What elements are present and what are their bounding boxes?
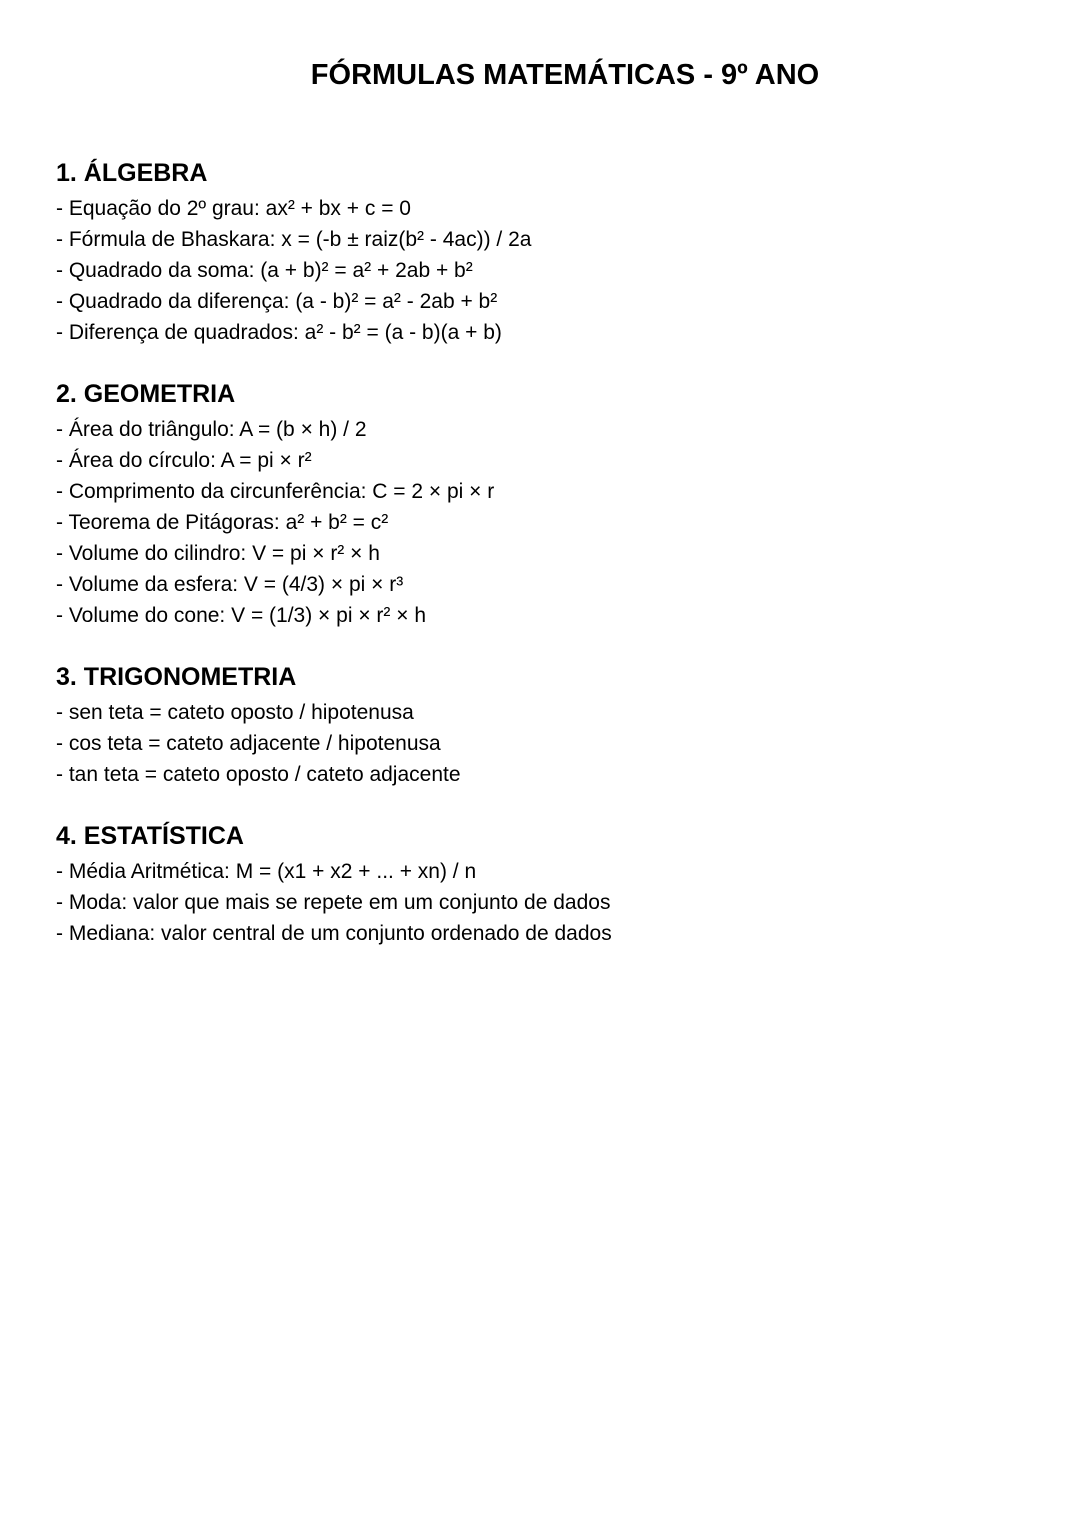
formula-item: - Fórmula de Bhaskara: x = (-b ± raiz(b² - 4ac)) / 2a	[56, 228, 532, 251]
section-heading: 2. GEOMETRIA	[56, 380, 236, 408]
formula-item: - tan teta = cateto oposto / cateto adjacente	[56, 763, 461, 786]
formula-item: - Volume do cilindro: V = pi × r² × h	[56, 542, 380, 565]
section-estatistica	[56, 820, 1036, 949]
formula-item: - Equação do 2º grau: ax² + bx + c = 0	[56, 197, 411, 220]
section-geometria	[56, 378, 1036, 631]
formula-item: - Mediana: valor central de um conjunto ordenado de dados	[56, 922, 612, 945]
formula-item: - Área do círculo: A = pi × r²	[56, 449, 312, 472]
formula-list	[56, 414, 1036, 631]
formula-list	[56, 193, 1036, 348]
formula-item: - Volume do cone: V = (1/3) × pi × r² × h	[56, 604, 427, 627]
formula-item: - Área do triângulo: A = (b × h) / 2	[56, 418, 367, 441]
section-heading: 1. ÁLGEBRA	[56, 159, 208, 187]
formula-item: - Teorema de Pitágoras: a² + b² = c²	[56, 511, 389, 534]
formula-item: - sen teta = cateto oposto / hipotenusa	[56, 701, 414, 724]
formula-item: - cos teta = cateto adjacente / hipotenusa	[56, 732, 441, 755]
formula-item: - Comprimento da circunferência: C = 2 × pi × r	[56, 480, 495, 503]
formula-list	[56, 697, 1036, 790]
page-title: FÓRMULAS MATEMÁTICAS - 9º ANO	[310, 59, 820, 91]
section-heading: 3. TRIGONOMETRIA	[56, 663, 297, 691]
formula-item: - Volume da esfera: V = (4/3) × pi × r³	[56, 573, 404, 596]
formula-item: - Média Aritmética: M = (x1 + x2 + ... + xn) / n	[56, 860, 477, 883]
formula-item: - Quadrado da soma: (a + b)² = a² + 2ab + b²	[56, 259, 473, 282]
formula-item: - Quadrado da diferença: (a - b)² = a² - 2ab + b²	[56, 290, 498, 313]
section-algebra	[56, 157, 1036, 348]
section-trigonometria	[56, 661, 1036, 790]
section-heading: 4. ESTATÍSTICA	[56, 822, 244, 850]
formula-item: - Diferença de quadrados: a² - b² = (a - b)(a + b)	[56, 321, 502, 344]
formula-item: - Moda: valor que mais se repete em um conjunto de dados	[56, 891, 611, 914]
formula-list	[56, 856, 1036, 949]
